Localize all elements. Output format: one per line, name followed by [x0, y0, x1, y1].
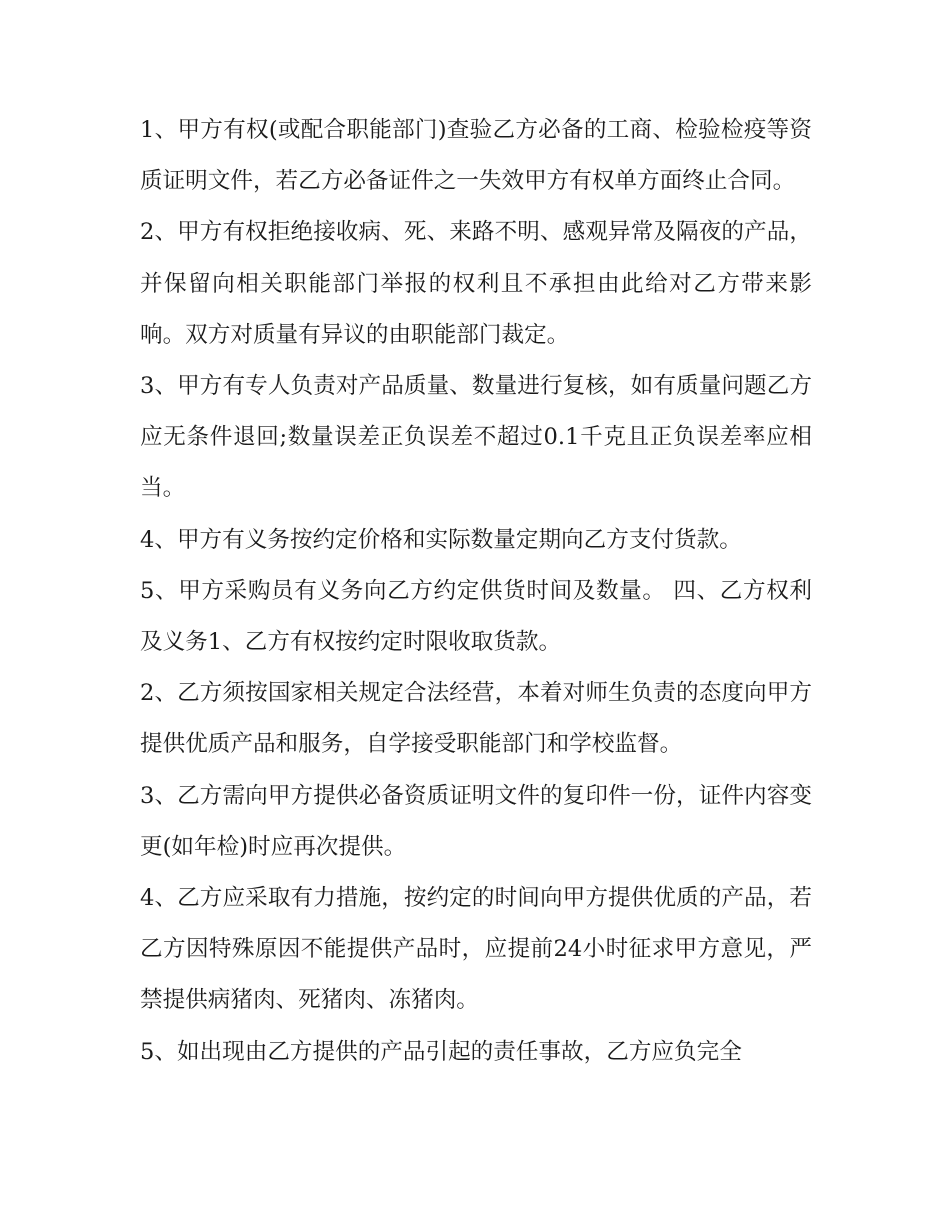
paragraph-9: 5、如出现由乙方提供的产品引起的责任事故，乙方应负完全 [140, 1038, 742, 1065]
paragraph-3: 3、甲方有专人负责对产品质量、数量进行复核，如有质量问题乙方应无条件退回;数量误差正负误差不超过0.1千克且正负误差率应相当。 [140, 373, 812, 502]
paragraph-6: 2、乙方须按国家相关规定合法经营，本着对师生负责的态度向甲方提供优质产品和服务，自学接受职能部门和学校监督。 [140, 680, 812, 758]
paragraph-5: 5、甲方采购员有义务向乙方约定供货时间及数量。 四、乙方权利及义务1、乙方有权按约定时限收取货款。 [140, 577, 812, 656]
document-body [140, 105, 812, 1078]
paragraph-2: 2、甲方有权拒绝接收病、死、来路不明、感观异常及隔夜的产品，并保留向相关职能部门举报的权利且不承担由此给对乙方带来影响。双方对质量有异议的由职能部门裁定。 [140, 219, 812, 348]
paragraph-1: 1、甲方有权(或配合职能部门)查验乙方必备的工商、检验检疫等资质证明文件，若乙方必备证件之一失效甲方有权单方面终止合同。 [140, 117, 812, 195]
paragraph-8: 4、乙方应采取有力措施，按约定的时间向甲方提供优质的产品，若乙方因特殊原因不能提供产品时，应提前24小时征求甲方意见，严禁提供病猪肉、死猪肉、冻猪肉。 [140, 885, 812, 1014]
paragraph-7: 3、乙方需向甲方提供必备资质证明文件的复印件一份，证件内容变更(如年检)时应再次提供。 [140, 782, 812, 860]
paragraph-4: 4、甲方有义务按约定价格和实际数量定期向乙方支付货款。 [140, 526, 742, 553]
